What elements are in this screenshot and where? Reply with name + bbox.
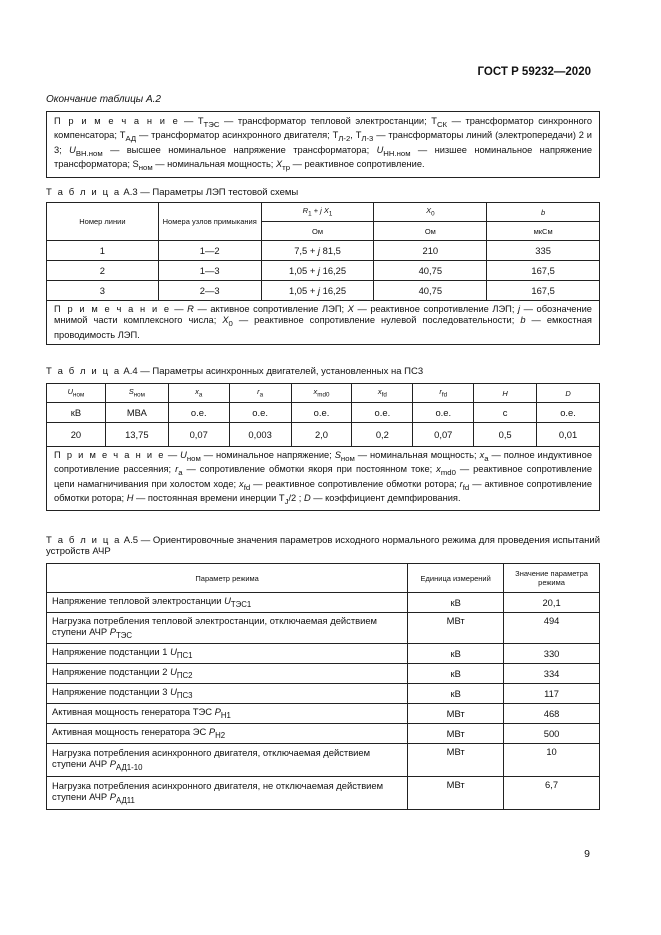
- header-line-number: Номер линии: [47, 203, 159, 241]
- table-a4: [46, 383, 600, 511]
- unit-b: мкСм: [487, 222, 600, 241]
- table-a4-header-row: $U_{ном}$ $S_{ном}$ $x_a$ $r_a$ $x_{md0}$ $x_{fd}$ $r_{fd}$ H D: [47, 384, 600, 403]
- table-a5-header-row: Параметр режима Единица измерений Значение параметра режима: [47, 564, 600, 593]
- table-a5: [46, 563, 600, 810]
- table-a3-caption: Т а б л и ц а А.3 — Параметры ЛЭП тестовой схемы: [46, 187, 299, 198]
- table-a2-note: П р и м е ч а н и е — $Т_{ТЭС}$ — трансформатор тепловой электростанции; $Т_{СК}$ — трансформатор синхронного компенсатора; $Т_{АД}$ — трансформатор асинхронного двигателя; $Т_{Л-2}$, $Т_{Л-3}$ — трансформаторы линий (электропередачи) 2 и 3; $U_{ВН.ном}$ — высшее номинальное напряжение трансформатора; $U_{НН.ном}$ — низшее номинальное напряжение трансформатора; $S_{ном}$ — номинальная мощность; $X_{тр}$ — реактивное сопротивление.: [46, 111, 600, 178]
- table-row: Напряжение подстанции 1 $U_{ПС1}$ кВ 330: [47, 644, 600, 664]
- page-number: 9: [584, 848, 590, 860]
- table-row: Напряжение тепловой электростанции $U_{ТЭС1}$ кВ 20,1: [47, 593, 600, 613]
- table-a4-values-row: 20 13,75 0,07 0,003 2,0 0,2 0,07 0,5 0,01: [47, 423, 600, 447]
- table-a3: [46, 202, 600, 345]
- header-impedance: $R_1 + j$ $X_1$: [261, 203, 374, 222]
- table-a4-note: П р и м е ч а н и е — $U_{ном}$ — номинальное напряжение; $S_{ном}$ — номинальная мощность; $x_a$ — полное индуктивное сопротивление рассеяния; $r_a$ — сопротивление обмотки якоря при постоянном токе; $x_{md0}$ — реактивное сопротивление цепи намагничивания при холостом ходе; $x_{fd}$ — реактивное сопротивление обмотки ротора; $r_{fd}$ — активное сопротивление обмотки ротора; H — постоянная времени инерции $T_J/2$ ; D — коэффициент демпфирования.: [47, 447, 600, 511]
- table-row: Напряжение подстанции 2 $U_{ПС2}$ кВ 334: [47, 664, 600, 684]
- unit-x0: Ом: [374, 222, 487, 241]
- table-row: 2 1—3 1,05 + j 16,25 40,75 167,5: [47, 261, 600, 281]
- continuation-title: Окончание таблицы А.2: [46, 94, 161, 105]
- header-x0: $X_0$: [374, 203, 487, 222]
- unit-impedance: Ом: [261, 222, 374, 241]
- table-a5-caption: Т а б л и ц а А.5 — Ориентировочные значения параметров исходного нормального режима для проведения испытаний устройств АЧР: [46, 535, 601, 557]
- table-row: Активная мощность генератора ЭС $P_{Н2}$ МВт 500: [47, 724, 600, 744]
- table-row: 3 2—3 1,05 + j 16,25 40,75 167,5: [47, 281, 600, 301]
- table-row: Активная мощность генератора ТЭС $P_{Н1}$ МВт 468: [47, 704, 600, 724]
- table-row: Напряжение подстанции 3 $U_{ПС3}$ кВ 117: [47, 684, 600, 704]
- table-row: 1 1—2 7,5 + j 81,5 210 335: [47, 241, 600, 261]
- table-a4-caption: Т а б л и ц а А.4 — Параметры асинхронных двигателей, установленных на ПС3: [46, 366, 424, 377]
- table-row: Нагрузка потребления асинхронного двигателя, отключаемая действием ступени АЧР $P_{АД1-10}$ МВт 10: [47, 744, 600, 777]
- header-b: b: [487, 203, 600, 222]
- table-a4-units-row: кВ МВА о.е. о.е. о.е. о.е. о.е. с о.е.: [47, 403, 600, 423]
- table-row: Нагрузка потребления асинхронного двигателя, не отключаемая действием ступени АЧР $P_{АД11}$ МВт 6,7: [47, 777, 600, 810]
- table-row: Нагрузка потребления тепловой электростанции, отключаемая действием ступени АЧР $P_{ТЭС}$ МВт 494: [47, 613, 600, 644]
- table-a3-note: П р и м е ч а н и е — R — активное сопротивление ЛЭП; X — реактивное сопротивление ЛЭП; j — обозначение мнимой части комплексного числа; $X_0$ — реактивное сопротивление нулевой последовательности; b — емкостная проводимость ЛЭП.: [47, 301, 600, 345]
- header-nodes: Номера узлов примыкания: [158, 203, 261, 241]
- standard-designation: ГОСТ Р 59232—2020: [477, 66, 591, 78]
